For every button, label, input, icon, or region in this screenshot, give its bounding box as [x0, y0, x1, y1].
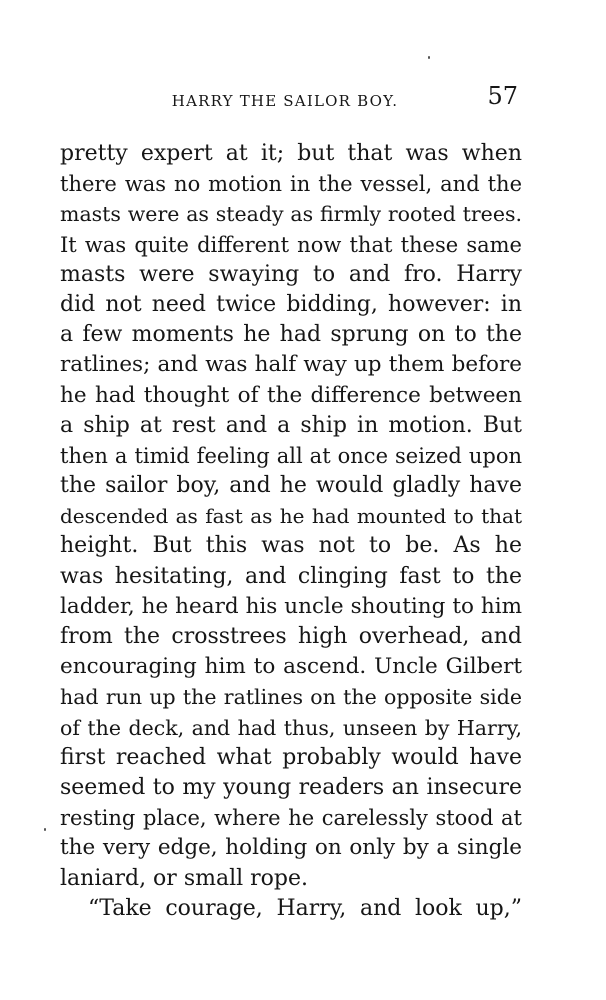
page-header — [52, 80, 518, 120]
text-line: the very edge, holding on only by a single — [60, 835, 522, 861]
text-line: a ship at rest and a ship in motion. But — [60, 412, 522, 438]
text-line: pretty expert at it; but that was when — [60, 141, 522, 166]
text-line: descended as fast as he had mounted to that — [60, 504, 522, 529]
text-line: masts were as steady as firmly rooted trees. — [60, 202, 522, 227]
body-text — [60, 139, 522, 924]
page-number: 57 — [487, 82, 518, 110]
text-line: had run up the ratlines on the opposite side — [60, 685, 522, 710]
text-line: masts were swaying to and fro. Harry — [60, 261, 522, 287]
text-line: It was quite different now that these same — [60, 232, 522, 257]
text-line: a few moments he had sprung on to the — [60, 322, 522, 348]
text-line: there was no motion in the vessel, and the — [60, 172, 522, 197]
text-line: resting place, where he carelessly stood at — [60, 806, 522, 831]
scan-speck — [428, 56, 430, 59]
text-line: height. But this was not to be. As he — [60, 533, 522, 559]
text-line: the sailor boy, and he would gladly have — [60, 473, 522, 499]
text-line: of the deck, and had thus, unseen by Harry, — [60, 715, 522, 740]
text-line: encouraging him to ascend. Uncle Gilbert — [60, 654, 522, 680]
running-title: HARRY THE SAILOR BOY. — [171, 92, 399, 110]
text-line: was hesitating, and clinging fast to the — [60, 563, 522, 589]
text-line: ladder, he heard his uncle shouting to him — [60, 593, 522, 619]
text-line: then a timid feeling all at once seized upon — [60, 443, 522, 468]
text-line: first reached what probably would have — [60, 744, 522, 770]
text-line: seemed to my young readers an insecure — [60, 774, 522, 800]
scan-speck — [44, 828, 46, 831]
text-line: laniard, or small rope. — [60, 865, 309, 891]
text-line: he had thought of the difference between — [60, 382, 522, 408]
text-line: from the crosstrees high overhead, and — [60, 624, 522, 649]
text-line: “Take courage, Harry, and look up,” — [88, 895, 522, 921]
text-line: did not need twice bidding, however: in — [60, 291, 522, 317]
text-line: ratlines; and was half way up them before — [60, 352, 522, 378]
